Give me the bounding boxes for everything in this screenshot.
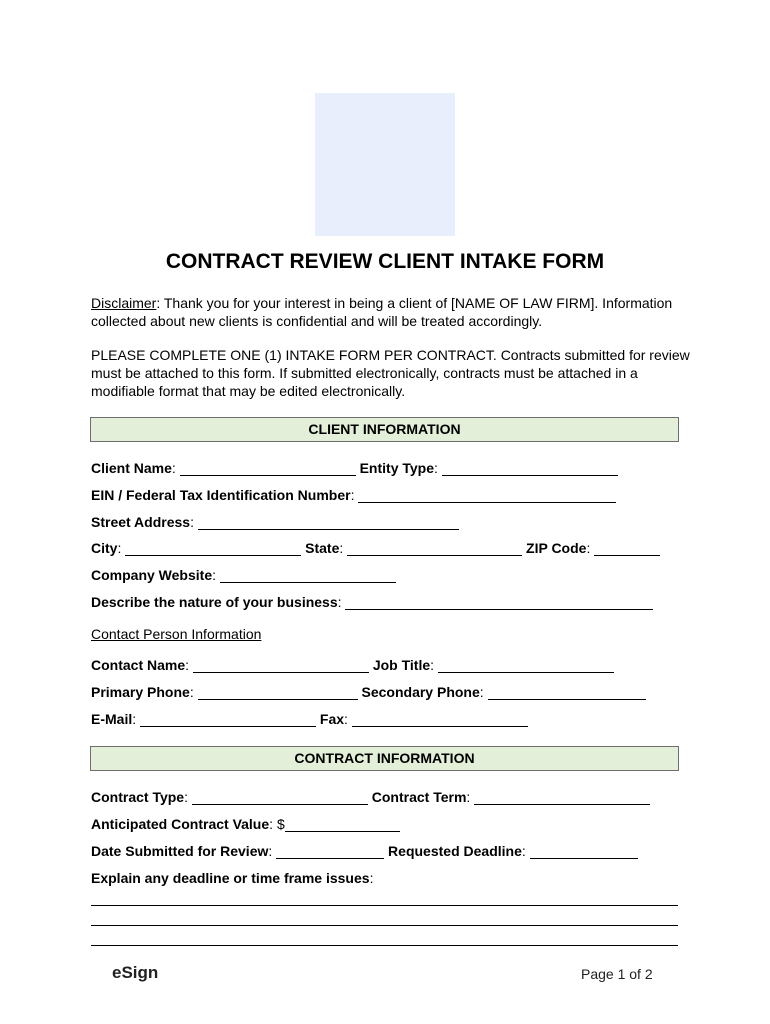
- city-label: City: [91, 540, 118, 556]
- business-nature-label: Describe the nature of your business: [91, 594, 338, 610]
- client-name-label: Client Name: [91, 460, 172, 476]
- primary-phone-field[interactable]: [198, 685, 358, 700]
- job-title-field[interactable]: [438, 658, 614, 673]
- contract-type-label: Contract Type: [91, 789, 185, 805]
- contract-value-row: Anticipated Contract Value: $: [91, 816, 691, 836]
- deadline-explain-row: Explain any deadline or time frame issues:: [91, 870, 374, 886]
- street-address-label: Street Address: [91, 514, 191, 530]
- form-title: CONTRACT REVIEW CLIENT INTAKE FORM: [165, 250, 605, 273]
- fax-label: Fax: [319, 711, 345, 727]
- contract-type-row: Contract Type: Contract Term:: [91, 789, 691, 809]
- job-title-label: Job Title: [372, 657, 431, 673]
- contract-value-label: Anticipated Contract Value: [91, 816, 270, 832]
- page-number: Page 1 of 2: [581, 966, 653, 982]
- esign-logo: eSign: [112, 963, 159, 982]
- entity-type-label: Entity Type: [359, 460, 435, 476]
- contact-name-field[interactable]: [193, 658, 369, 673]
- date-submitted-label: Date Submitted for Review: [91, 843, 269, 859]
- zip-code-label: ZIP Code: [526, 540, 587, 556]
- requested-deadline-field[interactable]: [530, 844, 638, 859]
- date-submitted-field[interactable]: [276, 844, 384, 859]
- company-website-label: Company Website: [91, 567, 213, 583]
- requested-deadline-label: Requested Deadline: [388, 843, 522, 859]
- street-address-row: Street Address:: [91, 514, 691, 534]
- secondary-phone-label: Secondary Phone: [361, 684, 480, 700]
- zip-code-field[interactable]: [594, 541, 660, 556]
- contract-type-field[interactable]: [192, 790, 368, 805]
- street-address-field[interactable]: [198, 515, 459, 530]
- contact-person-heading: Contact Person Information: [91, 626, 262, 642]
- entity-type-field[interactable]: [442, 461, 618, 476]
- fax-field[interactable]: [352, 712, 528, 727]
- business-nature-row: Describe the nature of your business:: [91, 594, 691, 614]
- disclaimer-text: : Thank you for your interest in being a client of [NAME OF LAW FIRM]. Information collected about new clients is confidential and will be treated accordingly.: [91, 295, 673, 329]
- currency-symbol: $: [276, 816, 285, 832]
- ein-row: EIN / Federal Tax Identification Number:: [91, 487, 691, 507]
- dates-row: Date Submitted for Review: Requested Deadline:: [91, 843, 691, 863]
- contact-name-label: Contact Name: [91, 657, 186, 673]
- disclaimer-label: Disclaimer: [91, 295, 157, 311]
- ein-field[interactable]: [358, 488, 616, 503]
- contract-term-label: Contract Term: [371, 789, 467, 805]
- contact-name-row: Contact Name: Job Title:: [91, 657, 691, 677]
- deadline-explain-line-3[interactable]: [91, 945, 678, 946]
- deadline-explain-line-1[interactable]: [91, 905, 678, 906]
- phone-row: Primary Phone: Secondary Phone:: [91, 684, 691, 704]
- deadline-explain-line-2[interactable]: [91, 925, 678, 926]
- company-website-row: Company Website:: [91, 567, 691, 587]
- city-field[interactable]: [125, 541, 301, 556]
- secondary-phone-field[interactable]: [488, 685, 646, 700]
- state-label: State: [305, 540, 340, 556]
- business-nature-field[interactable]: [345, 595, 653, 610]
- logo-placeholder: [315, 93, 455, 236]
- contract-value-field[interactable]: [285, 817, 400, 832]
- email-fax-row: E-Mail: Fax:: [91, 711, 691, 731]
- deadline-explain-label: Explain any deadline or time frame issues: [91, 870, 370, 886]
- client-information-header: CLIENT INFORMATION: [90, 417, 679, 442]
- client-name-field[interactable]: [180, 461, 356, 476]
- disclaimer: [91, 294, 691, 330]
- contract-term-field[interactable]: [474, 790, 650, 805]
- state-field[interactable]: [347, 541, 522, 556]
- email-field[interactable]: [140, 712, 316, 727]
- client-name-row: Client Name: Entity Type:: [91, 460, 691, 480]
- ein-label: EIN / Federal Tax Identification Number: [91, 487, 351, 503]
- company-website-field[interactable]: [220, 568, 396, 583]
- email-label: E-Mail: [91, 711, 133, 727]
- contract-information-header: CONTRACT INFORMATION: [90, 746, 679, 771]
- city-state-zip-row: City: State: ZIP Code:: [91, 540, 691, 560]
- instructions: PLEASE COMPLETE ONE (1) INTAKE FORM PER CONTRACT. Contracts submitted for review must be attached to this form. If submitted electronically, contracts must be attached in a modifiable format that may be edited electronically.: [91, 347, 690, 399]
- primary-phone-label: Primary Phone: [91, 684, 190, 700]
